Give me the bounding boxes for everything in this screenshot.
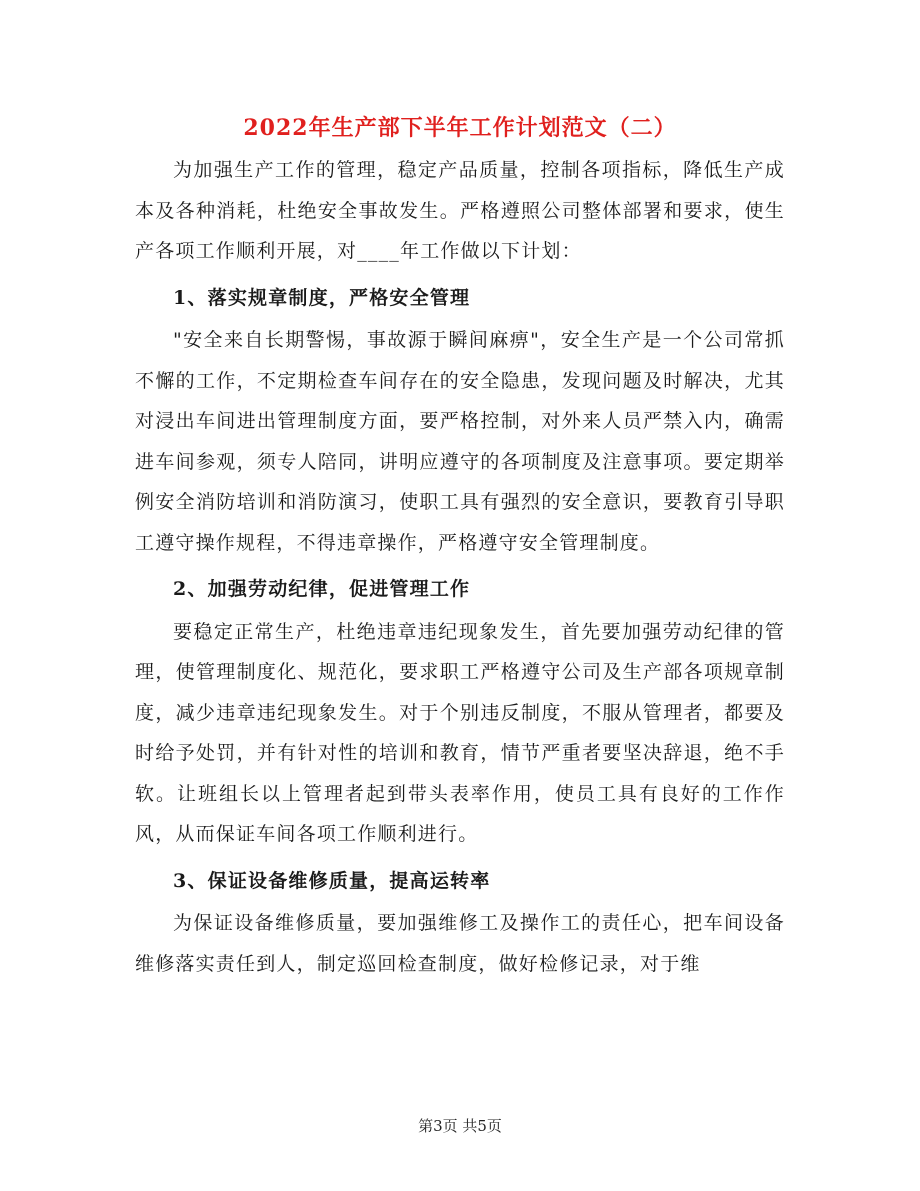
section-2-heading: 2、加强劳动纪律，促进管理工作 (173, 578, 471, 600)
document-body (135, 150, 785, 984)
section-1-heading: 1、落实规章制度，严格安全管理 (173, 286, 471, 309)
section-2-body: 要稳定正常生产，杜绝违章违纪现象发生，首先要加强劳动纪律的管理，使管理制度化、规范化，要求职工严格遵守公司及生产部各项规章制度，减少违章违纪现象发生。对于个别违反制度，不服从管理者，都要及时给予处罚，并有针对性的培训和教育，情节严重者要坚决辞退，绝不手软。让班组长以上管理者起到带头表率作用，使员工具有良好的工作作风，从而保证车间各项工作顺利进行。 (135, 620, 785, 845)
section-3-body: 为保证设备维修质量，要加强维修工及操作工的责任心，把车间设备维修落实责任到人，制定巡回检查制度，做好检修记录，对于维 (135, 912, 785, 975)
document-title: 2022年生产部下半年工作计划范文（二） (243, 115, 677, 141)
section-3-heading: 3、保证设备维修质量，提高运转率 (173, 869, 491, 892)
page-number: 第3页 共5页 (418, 1117, 502, 1135)
section-1-body: "安全来自长期警惕，事故源于瞬间麻痹"，安全生产是一个公司常抓不懈的工作，不定期检查车间存在的安全隐患，发现问题及时解决，尤其对浸出车间进出管理制度方面，要严格控制，对外来人员严禁入内，确需进车间参观，须专人陪同，讲明应遵守的各项制度及注意事项。要定期举例安全消防培训和消防演习，使职工具有强烈的安全意识，要教育引导职工遵守操作规程，不得违章操作，严格遵守安全管理制度。 (135, 329, 785, 554)
intro-paragraph: 为加强生产工作的管理，稳定产品质量，控制各项指标，降低生产成本及各种消耗，杜绝安全事故发生。严格遵照公司整体部署和要求，使生产各项工作顺利开展，对____年工作做以下计划： (135, 159, 785, 262)
